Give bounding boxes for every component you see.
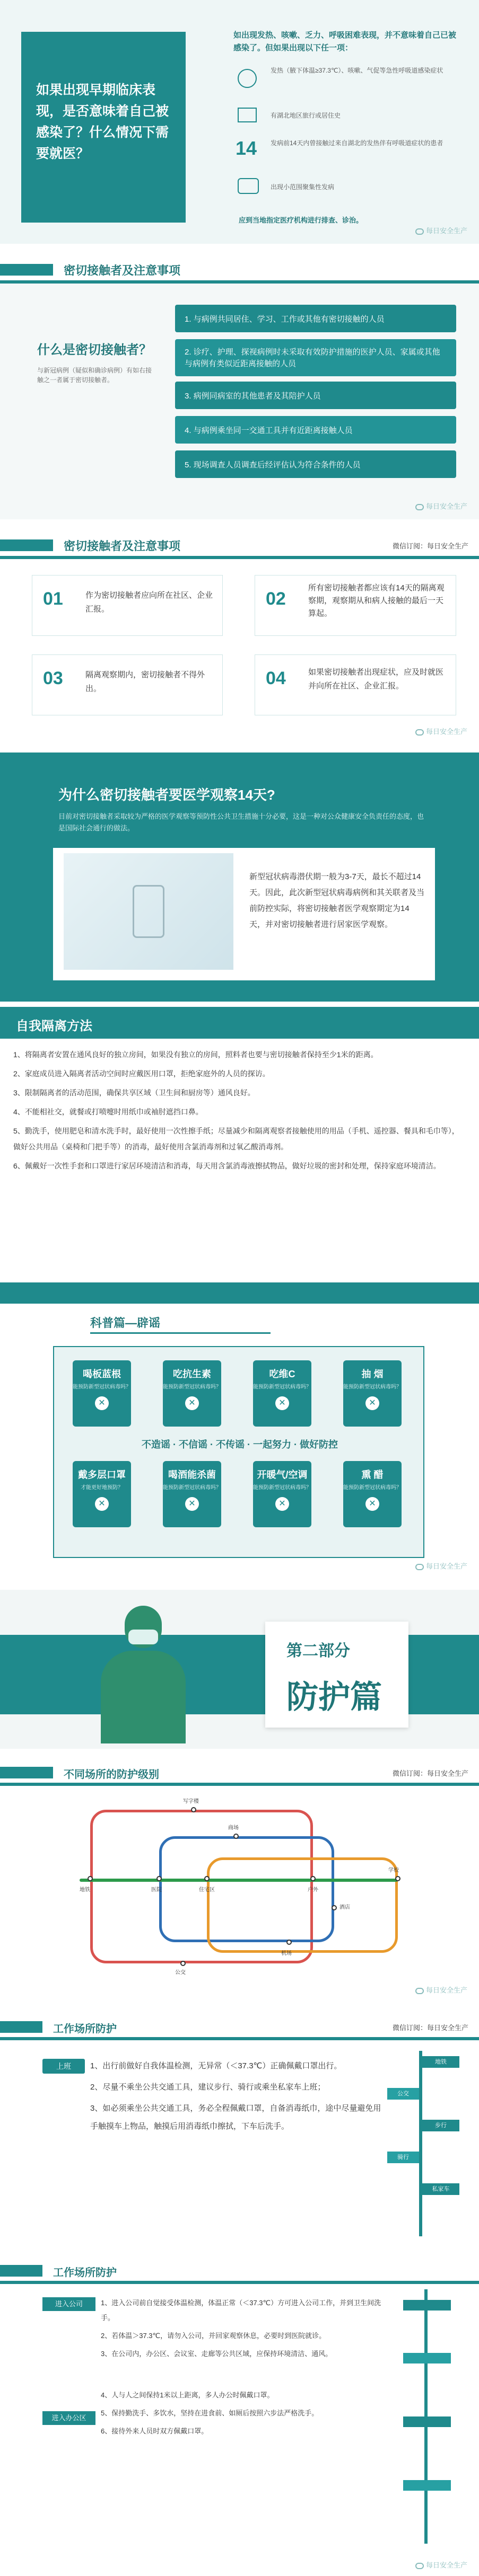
card-text: 隔离观察期内，密切接触者不得外出。 xyxy=(85,670,205,693)
wechat-icon xyxy=(415,1564,424,1570)
header-accent xyxy=(0,1767,53,1778)
sign-board: 步行 xyxy=(422,2120,459,2131)
fourteen-p1: 目前对密切接触者采取较为严格的医学观察等预防性公共卫生措施十分必要，这是一种对公众健康安全负责任的态度，也是国际社会通行的做法。 xyxy=(58,812,424,832)
station-label: 学校 xyxy=(388,1867,399,1873)
thermometer-icon xyxy=(238,69,257,88)
office-sign-board xyxy=(403,2353,451,2363)
rumor-tile: 抽 烟 能预防新型冠状病毒吗？ ✕ xyxy=(343,1360,402,1427)
intro-item-text: 出现小范围聚集性发病 xyxy=(271,183,335,191)
station-label: 机场 xyxy=(281,1951,292,1957)
fourteen-days-panel xyxy=(0,753,479,1002)
part-two-label: 第二部分 xyxy=(286,1642,350,1660)
station xyxy=(156,1876,162,1881)
intro-footer: 应到当地指定医疗机构进行排查、诊治。 xyxy=(239,216,363,224)
intro-item-text: 有湖北地区旅行或居住史 xyxy=(271,112,341,119)
intro-item-1 xyxy=(233,64,456,95)
mask-icon xyxy=(128,1630,158,1644)
card-text: 所有密切接触者都应该有14天的隔离观察期，观察期从和病人接触的最后一天算起。 xyxy=(308,583,445,618)
contact-sub: 与新冠病例（疑似和确诊病例）有如右接触之一者属于密切接触者。 xyxy=(37,367,152,384)
isolation-title: 自我隔离方法 xyxy=(16,1019,92,1033)
group-icon xyxy=(238,178,259,194)
section-header xyxy=(0,530,479,559)
station-label: 酒店 xyxy=(339,1905,350,1910)
isolation-list xyxy=(13,1047,464,1174)
part-two-title: 防护篇 xyxy=(286,1679,382,1715)
work-commute-panel xyxy=(0,2014,479,2247)
wechat-icon xyxy=(415,729,424,736)
metro-map xyxy=(74,1799,414,1974)
station-label: 户外 xyxy=(308,1887,318,1893)
contact-row: 1. 与病例共同居住、学习、工作或其他有密切接触的人员 xyxy=(175,305,456,332)
rumors-slogan: 不造谣 · 不信谣 · 不传谣 · 一起努力 · 做好防控 xyxy=(142,1439,338,1450)
office-sign-board xyxy=(403,2480,451,2491)
office-tag: 进入办公区 xyxy=(42,2411,95,2425)
section-title: 工作场所防护 xyxy=(53,2267,117,2279)
header-accent xyxy=(0,2265,42,2277)
cross-icon: ✕ xyxy=(365,1497,379,1511)
intro-panel xyxy=(0,0,479,244)
part-two-panel xyxy=(0,1590,479,1749)
commute-item: 2、尽量不乘坐公共交通工具，建议步行、骑行或乘坐私家车上班； xyxy=(90,2083,326,2092)
station xyxy=(204,1876,210,1881)
watermark: 每日安全生产 xyxy=(415,501,467,511)
office-sign-board xyxy=(403,2300,451,2311)
commute-item: 3、如必须乘坐公共交通工具，务必全程佩戴口罩，自备消毒纸巾，途中尽量避免用手触摸车上物品，触摸后用消毒纸巾擦拭，下车后洗手。 xyxy=(90,2104,381,2131)
section-header xyxy=(0,1759,479,1786)
rumors-board xyxy=(53,1346,424,1558)
work-office-panel xyxy=(0,2258,479,2576)
watermark: 每日安全生产 xyxy=(415,225,467,235)
precaution-card xyxy=(255,575,456,636)
close-contact-panel xyxy=(0,254,479,519)
rumor-tile: 熏 醋 能预防新型冠状病毒吗？ ✕ xyxy=(343,1461,402,1527)
intro-question: 如果出现早期临床表现，是否意味着自己被感染了？什么情况下需要就医？ xyxy=(36,83,169,161)
sign-board: 骑行 xyxy=(387,2152,419,2163)
rumor-tile: 喝酒能杀菌 能预防新型冠状病毒吗？ ✕ xyxy=(163,1461,221,1527)
precaution-card xyxy=(32,654,223,715)
watermark: 每日安全生产 xyxy=(415,726,467,736)
wechat-badge: 微信订阅：每日安全生产 xyxy=(392,542,468,550)
card-number: 04 xyxy=(266,668,286,688)
precautions-panel xyxy=(0,530,479,742)
fourteen-p2: 新型冠状病毒潜伏期一般为3-7天，最长不超过14天。因此，此次新型冠状病毒病例和其关联者及当前防控实际，将密切接触者医学观察期定为14天，并对密切接触者进行居家医学观察。 xyxy=(249,872,425,929)
section-header xyxy=(0,2258,479,2284)
intro-question-box xyxy=(21,32,186,223)
commute-tag: 上班 xyxy=(42,2059,85,2074)
rumors-title-line xyxy=(90,1332,271,1334)
sign-board: 地铁 xyxy=(422,2056,459,2068)
cross-icon: ✕ xyxy=(185,1497,199,1511)
station-label: 写字楼 xyxy=(183,1799,199,1804)
office-item: 5、保持勤洗手、多饮水，坚持在进食前、如厕后按照六步法严格洗手。 xyxy=(101,2409,319,2417)
station-label: 医院 xyxy=(151,1887,162,1893)
isolation-item: 5、勤洗手，使用肥皂和清水洗手时，最好使用一次性擦手纸；尽量减少和隔离观察者接触使用的用品（手机、遥控器、餐具和毛巾等），做好公共用品（桌椅和门把手等）的消毒，最好使用含氯消毒剂和过氧乙酸消毒剂。 xyxy=(13,1127,459,1151)
wechat-badge: 微信订阅：每日安全生产 xyxy=(392,1769,468,1777)
section-header xyxy=(0,2014,479,2040)
section-title: 密切接触者及注意事项 xyxy=(64,539,181,553)
wechat-badge: 微信订阅：每日安全生产 xyxy=(392,2024,468,2032)
rumors-title: 科普篇—辟谣 xyxy=(90,1316,161,1330)
intro-lead: 如出现发热、咳嗽、乏力、呼吸困难表现，并不意味着自己已被感染了。但如果出现以下任一项： xyxy=(233,31,457,52)
lab-photo xyxy=(64,853,233,970)
card-number: 02 xyxy=(266,589,286,609)
rumor-tile: 喝板蓝根 能预防新型冠状病毒吗？ ✕ xyxy=(73,1360,131,1427)
card-text: 作为密切接触者应向所在社区、企业汇报。 xyxy=(85,591,213,614)
intro-item-2 xyxy=(233,103,456,130)
contact-row: 5. 现场调查人员调查后经评估认为符合条件的人员 xyxy=(175,450,456,478)
sign-board: 私家车 xyxy=(422,2183,459,2195)
cross-icon: ✕ xyxy=(95,1396,109,1410)
station xyxy=(395,1876,400,1881)
wechat-icon xyxy=(415,2563,424,2569)
metro-line-orange xyxy=(207,1857,398,1953)
office-tag: 进入公司 xyxy=(42,2297,95,2311)
wechat-icon xyxy=(415,504,424,510)
nurse-figure xyxy=(95,1606,191,1743)
contact-row: 2. 诊疗、护理、探视病例时未采取有效防护措施的医护人员、家属或其他与病例有类似近距离接触的人员 xyxy=(175,339,456,376)
precaution-card xyxy=(32,575,223,636)
contact-question: 什么是密切接触者？ xyxy=(37,343,152,357)
map-icon xyxy=(238,108,257,122)
isolation-item: 4、不能相社交，就餐或打喷嚏时用纸巾或袖肘遮挡口鼻。 xyxy=(13,1108,203,1116)
station-label: 公交 xyxy=(175,1970,186,1976)
metro-line-green xyxy=(80,1879,398,1882)
cross-icon: ✕ xyxy=(365,1396,379,1410)
contact-row: 3. 病例同病室的其他患者及其陪护人员 xyxy=(175,382,456,409)
wechat-icon xyxy=(415,228,424,235)
isolation-item: 6、佩戴好一次性手套和口罩进行家居环境清洁和消毒，每天用含氯消毒液擦拭物品，做好垃圾的密封和处理，保持家庭环境清洁。 xyxy=(13,1162,441,1170)
intro-item-text: 发病前14天内曾接触过来自湖北的发热伴有呼吸道症状的患者 xyxy=(271,139,443,147)
rumor-tile: 吃维C 能预防新型冠状病毒吗？ ✕ xyxy=(253,1360,311,1427)
rumors-panel xyxy=(0,1309,479,1574)
cross-icon: ✕ xyxy=(185,1396,199,1410)
office-item: 1、进入公司前自觉接受体温检测，体温正常（＜37.3℃）方可进入公司工作，并到卫生间洗手。 xyxy=(101,2299,381,2322)
intro-item-3 xyxy=(233,135,456,167)
contact-row: 4. 与病例乘坐同一交通工具并有近距离接触人员 xyxy=(175,416,456,444)
station xyxy=(88,1876,93,1881)
station-label: 地铁 xyxy=(80,1887,90,1893)
watermark: 每日安全生产 xyxy=(415,2560,467,2570)
isolation-bottom-bar xyxy=(0,1282,479,1304)
office-item: 6、接待外来人员时双方佩戴口罩。 xyxy=(101,2427,208,2435)
station-label: 住宅区 xyxy=(199,1887,215,1893)
card-number: 03 xyxy=(43,668,63,688)
levels-panel xyxy=(0,1759,479,2003)
isolation-panel xyxy=(0,1007,479,1304)
isolation-item: 2、家庭成员进入隔离者活动空间时应戴医用口罩，拒绝家庭外的人员的探访。 xyxy=(13,1069,270,1078)
isolation-item: 1、将隔离者安置在通风良好的独立房间，如果没有独立的房间，照料者也要与密切接触者保持至少1米的距离。 xyxy=(13,1050,378,1059)
section-title: 不同场所的防护级别 xyxy=(64,1769,159,1781)
station-label: 商场 xyxy=(228,1825,239,1831)
rumor-tile: 开暖气/空调 能预防新型冠状病毒吗？ ✕ xyxy=(253,1461,311,1527)
sign-post xyxy=(419,2051,422,2236)
number-14: 14 xyxy=(236,137,257,159)
header-accent xyxy=(0,264,53,276)
direction-sign xyxy=(397,2051,461,2236)
cross-icon: ✕ xyxy=(95,1497,109,1511)
cross-icon: ✕ xyxy=(275,1396,289,1410)
office-item: 2、若体温＞37.3℃，请勿入公司，并回家观察休息，必要时到医院就诊。 xyxy=(101,2332,326,2340)
nurse-body xyxy=(101,1651,186,1743)
station xyxy=(286,1940,292,1945)
section-title: 密切接触者及注意事项 xyxy=(64,264,181,277)
header-accent xyxy=(0,539,53,551)
isolation-header xyxy=(0,1007,479,1039)
part-two-card xyxy=(265,1622,408,1728)
card-number: 01 xyxy=(43,589,63,609)
watermark: 每日安全生产 xyxy=(415,1561,467,1571)
station xyxy=(233,1834,239,1839)
office-sign-board xyxy=(403,2416,451,2427)
fourteen-content xyxy=(53,848,435,980)
wechat-icon xyxy=(415,1988,424,1994)
station xyxy=(180,1961,186,1966)
card-text: 如果密切接触者出现症状，应及时就医并向所在社区、企业汇报。 xyxy=(308,668,444,691)
office-item: 4、人与人之间保持1米以上距离，多人办公时佩戴口罩。 xyxy=(101,2391,274,2399)
office-text xyxy=(101,2296,387,2439)
intro-item-4 xyxy=(233,175,456,201)
commute-text xyxy=(90,2057,387,2136)
microscope-icon xyxy=(133,885,164,938)
sign-board: 公交 xyxy=(387,2088,419,2100)
rumor-tile: 戴多层口罩 才能更好地预防？ ✕ xyxy=(73,1461,131,1527)
station xyxy=(332,1905,337,1910)
fourteen-title: 为什么密切接触者要医学观察14天? xyxy=(58,787,275,803)
isolation-item: 3、限制隔离者的活动范围，确保共享区域（卫生间和厨房等）通风良好。 xyxy=(13,1088,255,1097)
station xyxy=(310,1876,316,1881)
commute-item: 1、出行前做好自我体温检测，无异常（＜37.3℃）正确佩戴口罩出行。 xyxy=(90,2061,342,2070)
section-header xyxy=(0,254,479,284)
precaution-card xyxy=(255,654,456,715)
header-accent xyxy=(0,2021,42,2033)
watermark: 每日安全生产 xyxy=(415,1985,467,1995)
office-item: 3、在公司内，办公区、会议室、走廊等公共区域，应保持环境清洁、通风。 xyxy=(101,2350,333,2358)
intro-item-text: 发热（腋下体温≥37.3℃）、咳嗽、气促等急性呼吸道感染症状 xyxy=(271,67,443,74)
section-title: 工作场所防护 xyxy=(53,2023,117,2035)
cross-icon: ✕ xyxy=(275,1497,289,1511)
station xyxy=(191,1807,196,1812)
rumor-tile: 吃抗生素 能预防新型冠状病毒吗？ ✕ xyxy=(163,1360,221,1427)
